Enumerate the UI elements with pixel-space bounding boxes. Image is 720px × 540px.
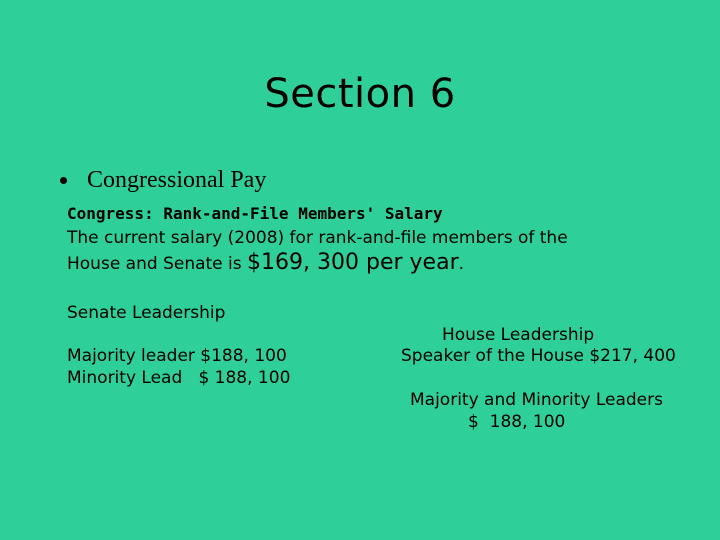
house-leaders-amount: $ 188, 100 [468,412,566,432]
salary-line-2-prefix: House and Senate is [67,254,248,274]
salary-end: . [458,254,465,274]
house-majority-minority-leaders: Majority and Minority Leaders [410,390,663,410]
senate-leadership-title: Senate Leadership [67,303,226,323]
salary-line-1: The current salary (2008) for rank-and-file members of the [67,228,568,248]
salary-line-2 [67,252,464,275]
house-leadership-title: House Leadership [442,325,595,345]
senate-minority-leader: Minority Lead $ 188, 100 [67,368,291,388]
bullet-icon [60,177,67,184]
house-speaker: Speaker of the House $217, 400 [401,346,676,366]
salary-suffix: per year [359,250,459,275]
bullet-label: Congressional Pay [87,166,267,193]
salary-heading: Congress: Rank-and-File Members' Salary [67,204,443,223]
bullet-item [60,164,266,196]
slide-title: Section 6 [264,71,456,117]
salary-amount: $169, 300 [247,250,359,275]
senate-majority-leader: Majority leader $188, 100 [67,346,287,366]
